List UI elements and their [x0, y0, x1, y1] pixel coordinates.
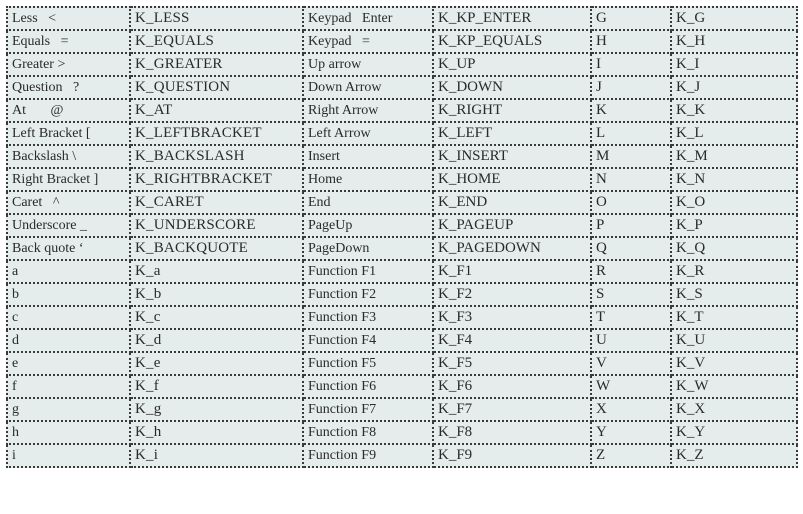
table-row: [7, 283, 797, 306]
table-row: [7, 329, 797, 352]
key-name-cell: S: [591, 283, 671, 306]
key-name-cell: Equals =: [7, 30, 130, 53]
key-constant-table: [6, 6, 798, 468]
key-constant-cell: K_g: [130, 398, 303, 421]
key-constant-cell: K_F6: [433, 375, 591, 398]
key-name-cell: Back quote ‘: [7, 237, 130, 260]
key-name-cell: Right Bracket ]: [7, 168, 130, 191]
table-row: [7, 352, 797, 375]
key-name-cell: Function F5: [303, 352, 433, 375]
key-constant-cell: K_F7: [433, 398, 591, 421]
key-constant-cell: K_O: [671, 191, 797, 214]
key-constant-cell: K_LESS: [130, 7, 303, 30]
key-constant-cell: K_KP_EQUALS: [433, 30, 591, 53]
key-name-cell: U: [591, 329, 671, 352]
key-constant-cell: K_F9: [433, 444, 591, 467]
key-name-cell: Greater >: [7, 53, 130, 76]
key-constant-cell: K_T: [671, 306, 797, 329]
key-name-cell: Less <: [7, 7, 130, 30]
key-constant-cell: K_Y: [671, 421, 797, 444]
key-name-cell: N: [591, 168, 671, 191]
key-name-cell: Up arrow: [303, 53, 433, 76]
key-name-cell: W: [591, 375, 671, 398]
key-name-cell: Backslash \: [7, 145, 130, 168]
table-row: [7, 53, 797, 76]
key-constant-cell: K_EQUALS: [130, 30, 303, 53]
key-name-cell: Z: [591, 444, 671, 467]
key-name-cell: Left Bracket [: [7, 122, 130, 145]
key-constant-cell: K_AT: [130, 99, 303, 122]
key-constant-cell: K_d: [130, 329, 303, 352]
key-name-cell: e: [7, 352, 130, 375]
table-row: [7, 444, 797, 467]
key-constant-cell: K_b: [130, 283, 303, 306]
key-name-cell: Function F9: [303, 444, 433, 467]
key-constant-cell: K_X: [671, 398, 797, 421]
key-constant-cell: K_J: [671, 76, 797, 99]
table-row: [7, 168, 797, 191]
key-name-cell: Function F1: [303, 260, 433, 283]
key-constant-cell: K_F3: [433, 306, 591, 329]
key-constant-cell: K_Z: [671, 444, 797, 467]
key-constant-cell: K_DOWN: [433, 76, 591, 99]
key-constant-cell: K_G: [671, 7, 797, 30]
table-row: [7, 30, 797, 53]
key-name-cell: Function F6: [303, 375, 433, 398]
key-constant-cell: K_PAGEUP: [433, 214, 591, 237]
key-name-cell: L: [591, 122, 671, 145]
key-constant-cell: K_a: [130, 260, 303, 283]
key-constant-cell: K_H: [671, 30, 797, 53]
table-row: [7, 237, 797, 260]
key-constant-cell: K_F5: [433, 352, 591, 375]
key-constant-cell: K_R: [671, 260, 797, 283]
key-constant-cell: K_L: [671, 122, 797, 145]
key-name-cell: g: [7, 398, 130, 421]
key-name-cell: Function F2: [303, 283, 433, 306]
key-name-cell: H: [591, 30, 671, 53]
key-name-cell: Home: [303, 168, 433, 191]
table-row: [7, 76, 797, 99]
key-name-cell: At @: [7, 99, 130, 122]
key-name-cell: Function F3: [303, 306, 433, 329]
key-name-cell: a: [7, 260, 130, 283]
key-constant-cell: K_K: [671, 99, 797, 122]
key-constant-cell: K_END: [433, 191, 591, 214]
key-constant-cell: K_HOME: [433, 168, 591, 191]
key-name-cell: Keypad Enter: [303, 7, 433, 30]
key-constant-cell: K_c: [130, 306, 303, 329]
key-constant-cell: K_BACKSLASH: [130, 145, 303, 168]
key-constant-cell: K_F1: [433, 260, 591, 283]
key-constant-cell: K_UP: [433, 53, 591, 76]
key-constant-cell: K_W: [671, 375, 797, 398]
key-constant-cell: K_F2: [433, 283, 591, 306]
key-name-cell: i: [7, 444, 130, 467]
key-name-cell: PageUp: [303, 214, 433, 237]
key-name-cell: P: [591, 214, 671, 237]
key-name-cell: Caret ^: [7, 191, 130, 214]
key-name-cell: O: [591, 191, 671, 214]
table-row: [7, 122, 797, 145]
key-name-cell: Function F8: [303, 421, 433, 444]
key-name-cell: Down Arrow: [303, 76, 433, 99]
key-constant-cell: K_M: [671, 145, 797, 168]
key-constant-cell: K_INSERT: [433, 145, 591, 168]
key-name-cell: X: [591, 398, 671, 421]
table-row: [7, 7, 797, 30]
key-name-cell: Underscore _: [7, 214, 130, 237]
key-constant-cell: K_GREATER: [130, 53, 303, 76]
key-constant-cell: K_e: [130, 352, 303, 375]
key-constant-cell: K_RIGHTBRACKET: [130, 168, 303, 191]
key-name-cell: c: [7, 306, 130, 329]
key-constant-cell: K_f: [130, 375, 303, 398]
key-constant-cell: K_PAGEDOWN: [433, 237, 591, 260]
table-row: [7, 260, 797, 283]
key-name-cell: End: [303, 191, 433, 214]
key-constant-cell: K_RIGHT: [433, 99, 591, 122]
key-name-cell: PageDown: [303, 237, 433, 260]
table-row: [7, 191, 797, 214]
key-name-cell: Y: [591, 421, 671, 444]
key-constant-cell: K_P: [671, 214, 797, 237]
key-name-cell: Q: [591, 237, 671, 260]
key-constant-table-container: [6, 6, 796, 468]
table-row: [7, 375, 797, 398]
table-row: [7, 421, 797, 444]
key-constant-cell: K_F4: [433, 329, 591, 352]
key-name-cell: Insert: [303, 145, 433, 168]
key-constant-cell: K_LEFTBRACKET: [130, 122, 303, 145]
key-constant-cell: K_LEFT: [433, 122, 591, 145]
key-name-cell: h: [7, 421, 130, 444]
table-row: [7, 306, 797, 329]
key-constant-cell: K_UNDERSCORE: [130, 214, 303, 237]
key-constant-cell: K_h: [130, 421, 303, 444]
key-name-cell: d: [7, 329, 130, 352]
key-constant-cell: K_F8: [433, 421, 591, 444]
key-name-cell: Function F4: [303, 329, 433, 352]
key-name-cell: b: [7, 283, 130, 306]
key-constant-cell: K_V: [671, 352, 797, 375]
key-name-cell: Keypad =: [303, 30, 433, 53]
table-row: [7, 214, 797, 237]
key-constant-cell: K_BACKQUOTE: [130, 237, 303, 260]
key-constant-cell: K_I: [671, 53, 797, 76]
key-name-cell: R: [591, 260, 671, 283]
key-name-cell: Left Arrow: [303, 122, 433, 145]
key-name-cell: Question ?: [7, 76, 130, 99]
key-constant-cell: K_S: [671, 283, 797, 306]
key-constant-cell: K_U: [671, 329, 797, 352]
key-name-cell: f: [7, 375, 130, 398]
key-name-cell: T: [591, 306, 671, 329]
table-row: [7, 99, 797, 122]
key-name-cell: G: [591, 7, 671, 30]
key-constant-cell: K_KP_ENTER: [433, 7, 591, 30]
key-constant-cell: K_N: [671, 168, 797, 191]
key-constant-cell: K_Q: [671, 237, 797, 260]
key-name-cell: V: [591, 352, 671, 375]
key-name-cell: J: [591, 76, 671, 99]
key-name-cell: K: [591, 99, 671, 122]
table-row: [7, 398, 797, 421]
key-name-cell: I: [591, 53, 671, 76]
key-constant-cell: K_CARET: [130, 191, 303, 214]
key-name-cell: M: [591, 145, 671, 168]
table-row: [7, 145, 797, 168]
key-constant-cell: K_QUESTION: [130, 76, 303, 99]
key-name-cell: Right Arrow: [303, 99, 433, 122]
key-name-cell: Function F7: [303, 398, 433, 421]
key-constant-cell: K_i: [130, 444, 303, 467]
key-table-body: [7, 7, 797, 467]
